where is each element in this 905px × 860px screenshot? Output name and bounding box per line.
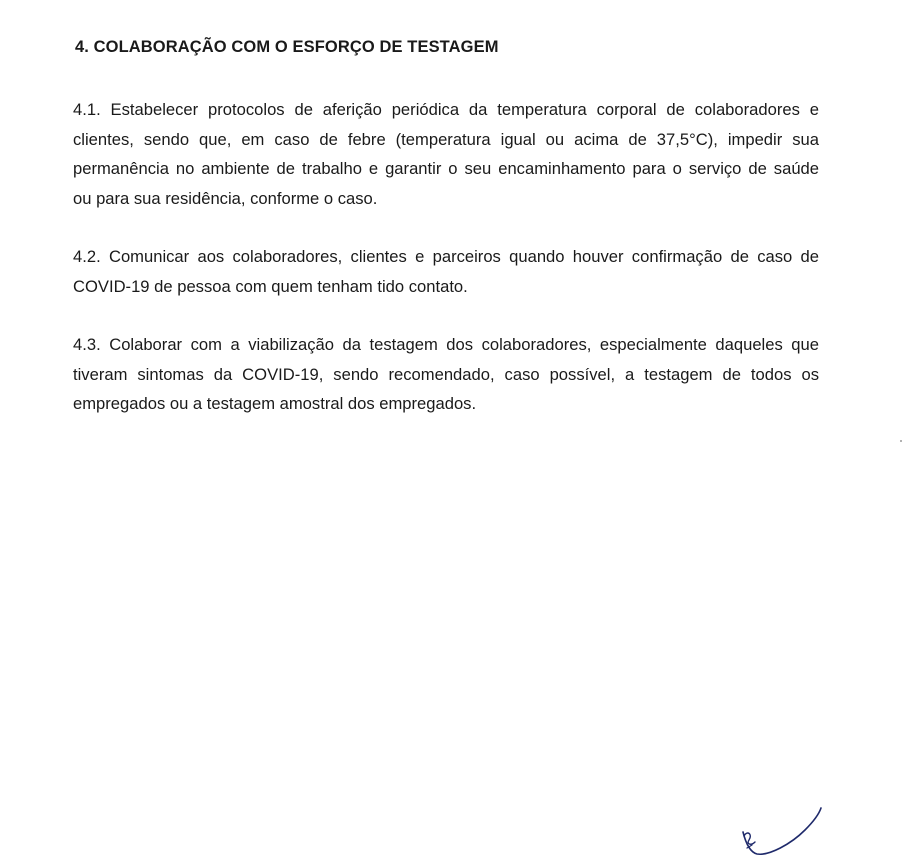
paragraph-line: 4.1. Estabelecer protocolos de aferição periódica da temperatura corporal de colaboradores e (73, 100, 819, 119)
scan-speck (900, 440, 902, 442)
paragraph-line: empregados ou a testagem amostral dos empregados. (73, 394, 477, 413)
paragraph-4-1 (73, 95, 819, 213)
paragraph-line: 4.2. Comunicar aos colaboradores, clientes e parceiros quando houver confirmação de caso de (73, 247, 819, 266)
paragraph-line: tiveram sintomas da COVID-19, sendo recomendado, caso possível, a testagem de todos os (73, 364, 819, 384)
paragraph-4-2 (73, 242, 819, 301)
section-title: 4. COLABORAÇÃO COM O ESFORÇO DE TESTAGEM (75, 38, 499, 56)
paragraph-4-3 (73, 330, 819, 419)
paragraph-line: 4.3. Colaborar com a viabilização da testagem dos colaboradores, especialmente daqueles que (73, 335, 819, 354)
paragraph-line: COVID-19 de pessoa com quem tenham tido contato. (73, 276, 468, 296)
paragraph-line: permanência no ambiente de trabalho e garantir o seu encaminhamento para o serviço de saúde (73, 159, 819, 178)
paragraph-line: clientes, sendo que, em caso de febre (temperatura igual ou acima de 37,5°C), impedir sua (73, 129, 819, 149)
signature-initials-icon (735, 800, 835, 860)
paragraph-line: ou para sua residência, conforme o caso. (73, 188, 378, 208)
